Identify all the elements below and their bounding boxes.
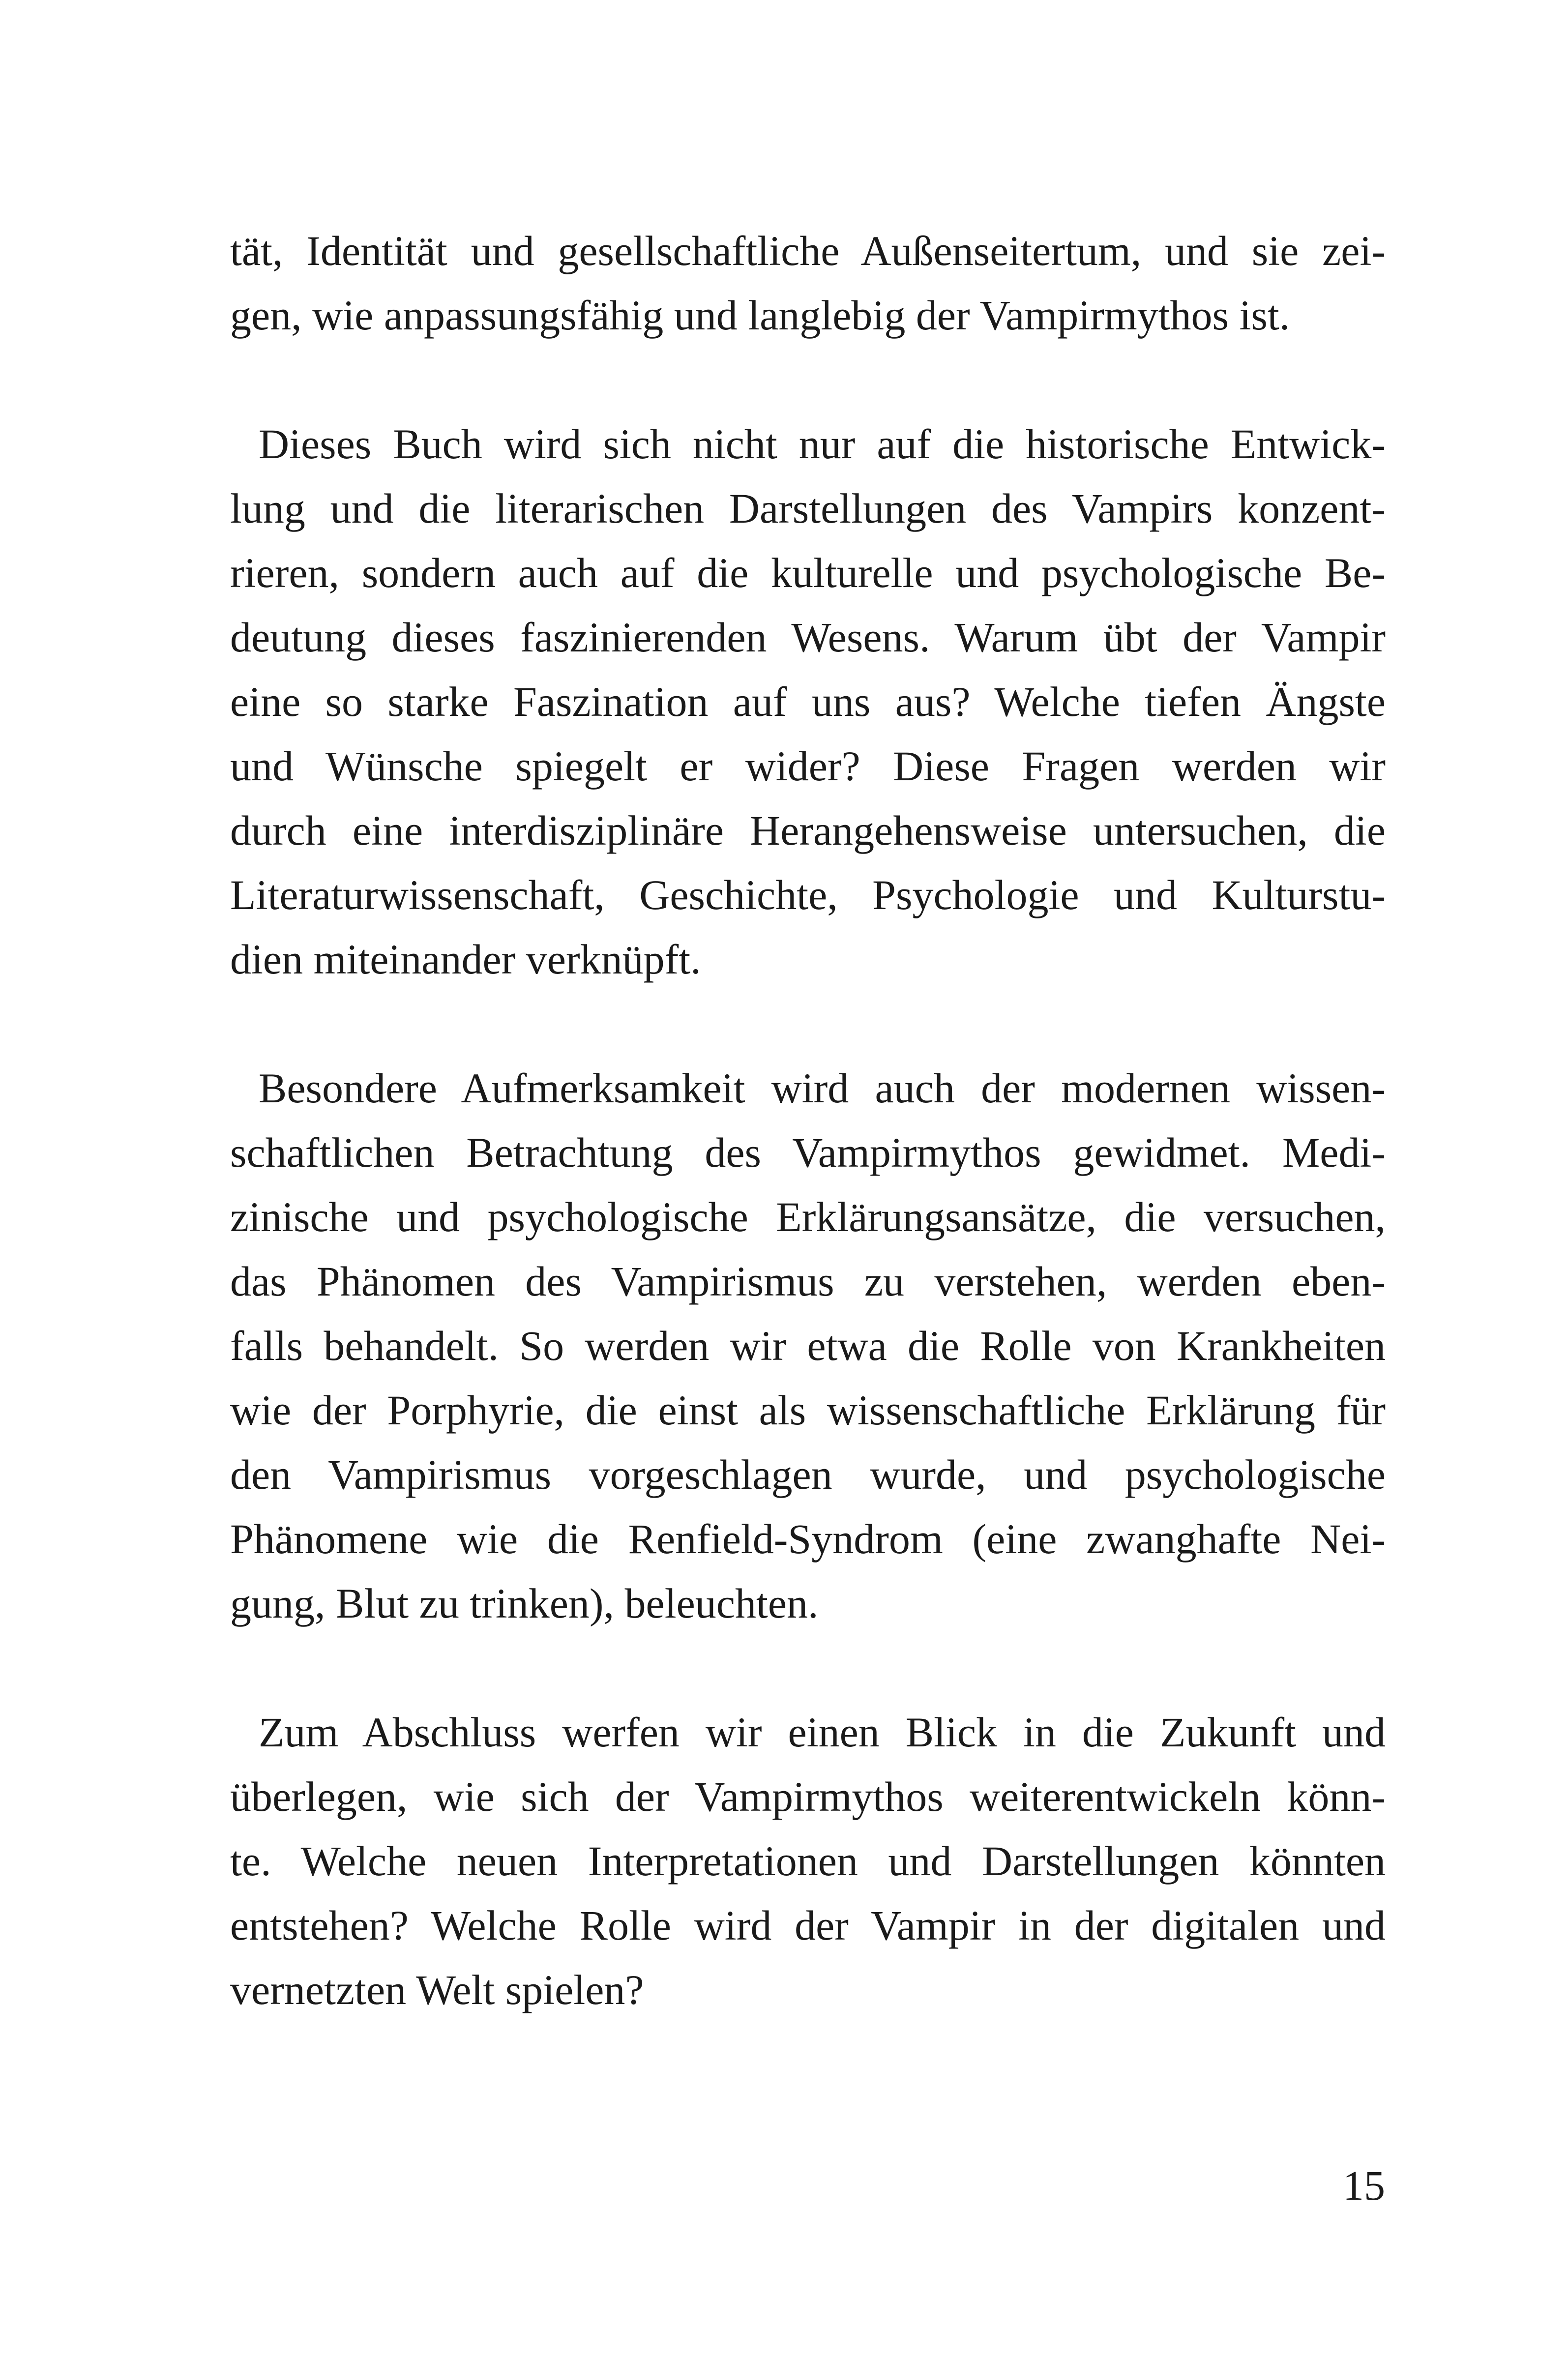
text-line: wie der Porphyrie, die einst als wissenschaftliche Erklärung für (230, 1386, 1386, 1434)
text-line: durch eine interdisziplinäre Herangehensweise untersuchen, die (230, 807, 1386, 854)
paragraph-2 (230, 412, 1386, 992)
paragraph-3 (230, 1056, 1386, 1636)
text-line: rieren, sondern auch auf die kulturelle und psychologische Be- (230, 549, 1386, 596)
paragraph-spacer (230, 1636, 1386, 1700)
text-line: tät, Identität und gesellschaftliche Außenseitertum, und sie zei- (230, 227, 1386, 274)
paragraph-spacer (230, 348, 1386, 412)
page-number: 15 (1343, 2162, 1385, 2209)
text-line: schaftlichen Betrachtung des Vampirmythos gewidmet. Medi- (230, 1129, 1386, 1176)
body-text (230, 219, 1386, 2022)
text-line: deutung dieses faszinierenden Wesens. Warum übt der Vampir (230, 614, 1386, 661)
text-line: vernetzten Welt spielen? (230, 1966, 644, 2013)
paragraph-1 (230, 219, 1386, 348)
text-line: Dieses Buch wird sich nicht nur auf die historische Entwick- (259, 420, 1386, 468)
text-line: entstehen? Welche Rolle wird der Vampir in der digitalen und (230, 1902, 1386, 1949)
text-line: den Vampirismus vorgeschlagen wurde, und psychologische (230, 1451, 1386, 1498)
text-line: und Wünsche spiegelt er wider? Diese Fragen werden wir (230, 742, 1386, 790)
text-line: gen, wie anpassungsfähig und langlebig der Vampirmythos ist. (230, 292, 1290, 339)
paragraph-4 (230, 1700, 1386, 2022)
paragraph-spacer (230, 992, 1386, 1056)
text-line: zinische und psychologische Erklärungsansätze, die versuchen, (230, 1193, 1386, 1240)
text-line: dien miteinander verknüpft. (230, 936, 701, 983)
text-line: eine so starke Faszination auf uns aus? Welche tiefen Ängste (230, 678, 1386, 725)
text-line: Zum Abschluss werfen wir einen Blick in die Zukunft und (259, 1709, 1386, 1756)
text-line: das Phänomen des Vampirismus zu verstehen, werden eben- (230, 1258, 1386, 1305)
text-line: Literaturwissenschaft, Geschichte, Psychologie und Kulturstu- (230, 871, 1386, 918)
text-line: gung, Blut zu trinken), beleuchten. (230, 1580, 819, 1627)
text-line: lung und die literarischen Darstellungen des Vampirs konzent- (230, 485, 1386, 532)
text-line: überlegen, wie sich der Vampirmythos weiterentwickeln könn- (230, 1773, 1386, 1820)
text-line: falls behandelt. So werden wir etwa die Rolle von Krankheiten (230, 1322, 1386, 1369)
text-line: Besondere Aufmerksamkeit wird auch der modernen wissen- (259, 1064, 1386, 1112)
text-line: te. Welche neuen Interpretationen und Darstellungen könnten (230, 1837, 1386, 1885)
text-line: Phänomene wie die Renfield-Syndrom (eine zwanghafte Nei- (230, 1515, 1386, 1563)
